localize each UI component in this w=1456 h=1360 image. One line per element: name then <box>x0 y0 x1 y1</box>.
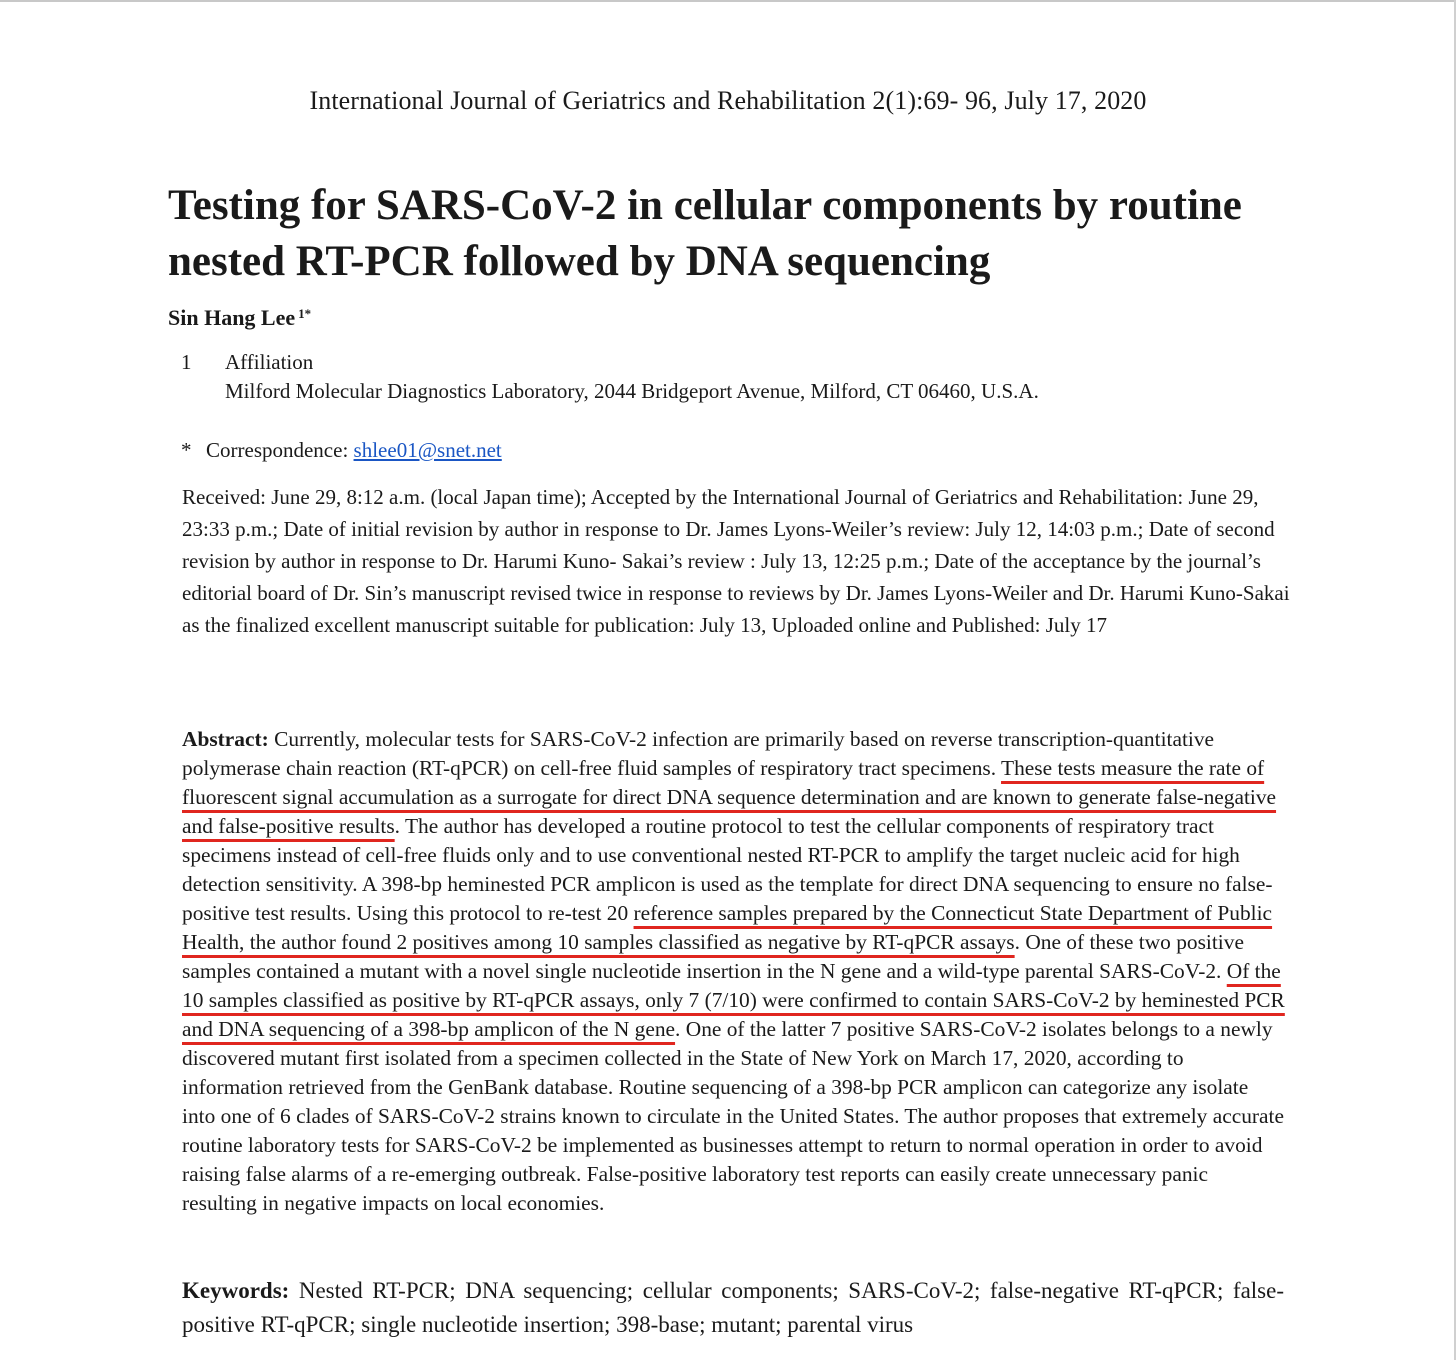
correspondence-asterisk: * <box>181 438 192 462</box>
keywords-text: Nested RT-PCR; DNA sequencing; cellular components; SARS-CoV-2; false-negative RT-qPCR; false-positive RT-qPCR; single nucleotide insertion; 398-base; mutant; parental virus <box>182 1278 1284 1337</box>
journal-citation: International Journal of Geriatrics and Rehabilitation 2(1):69- 96, July 17, 2020 <box>309 86 1147 115</box>
keywords-label: Keywords: <box>182 1278 290 1303</box>
abstract-text-4: . One of the latter 7 positive SARS-CoV-2 isolates belongs to a newly discovered mutant first isolated from a specimen collected in the State of New York on March 17, 2020, according to information retrieved from the GenBank database. Routine sequencing of a 398-bp PCR amplicon can categorize any isolate into one of 6 clades of SARS-CoV-2 strains known to circulate in the United States. The author proposes that extremely accurate routine laboratory tests for SARS-CoV-2 be implemented as businesses attempt to return to normal operation in order to avoid raising false alarms of a re-emerging outbreak. False-positive laboratory test reports can easily create unnecessary panic resulting in negative impacts on local economies. <box>182 1017 1284 1215</box>
abstract-text-1: Currently, molecular tests for SARS-CoV-2 infection are primarily based on reverse transcription-quantitative polymerase chain reaction (RT-qPCR) on cell-free fluid samples of respiratory tract specimens. <box>182 727 1215 780</box>
abstract-text-2: . The author has developed a routine protocol to test the cellular components of respiratory tract specimens instead of cell-free fluids only and to use conventional nested RT-PCR to amplify the target nucleic acid for high detection sensitivity. A 398-bp heminested PCR amplicon is used as the template for direct DNA sequencing to ensure no false-positive test results. Using this protocol to re-test 20 <box>182 814 1273 925</box>
keywords <box>182 1274 1284 1342</box>
author-line <box>168 305 311 331</box>
affiliation-label: Affiliation <box>225 350 314 374</box>
abstract <box>182 725 1286 1218</box>
abstract-label: Abstract: <box>182 727 269 751</box>
affiliation-number: 1 <box>181 350 192 374</box>
abstract-highlight-1: These tests measure the rate of fluorescent signal accumulation as a surrogate for direct DNA sequence determination and are known to generate false-negative and false-positive results <box>182 756 1277 838</box>
author-name: Sin Hang Lee <box>168 305 296 330</box>
affiliation-address: Milford Molecular Diagnostics Laboratory, 2044 Bridgeport Avenue, Milford, CT 06460, U.S.A. <box>225 379 1039 403</box>
publication-dates: Received: June 29, 8:12 a.m. (local Japan time); Accepted by the International Journal of Geriatrics and Rehabilitation: June 29, 23:33 p.m.; Date of initial revision by author in response to Dr. James Lyons-Weiler’s review: July 12, 14:03 p.m.; Date of second revision by author in response to Dr. Harumi Kuno- Sakai’s review : July 13, 12:25 p.m.; Date of the acceptance by the journal’s editorial board of Dr. Sin’s manuscript revised twice in response to reviews by Dr. James Lyons-Weiler and Dr. Harumi Kuno-Sakai as the finalized excellent manuscript suitable for publication: July 13, Uploaded online and Published: July 17 <box>182 485 1290 637</box>
correspondence-email-link[interactable]: shlee01@snet.net <box>353 438 502 462</box>
page-top-border <box>0 0 1456 2</box>
abstract-text-3: . One of these two positive samples contained a mutant with a novel single nucleotide insertion in the N gene and a wild-type parental SARS-CoV-2. <box>182 930 1244 983</box>
paper-title: Testing for SARS-CoV-2 in cellular components by routine nested RT-PCR followed by DNA sequencing <box>168 182 1242 285</box>
abstract-highlight-2: reference samples prepared by the Connecticut State Department of Public Health, the author found 2 positives among 10 samples classified as negative by RT-qPCR assays <box>182 901 1273 954</box>
correspondence-label: Correspondence: <box>206 438 354 462</box>
abstract-highlight-3: Of the 10 samples classified as positive by RT-qPCR assays, only 7 (7/10) were confirmed to contain SARS-CoV-2 by heminested PCR and DNA sequencing of a 398-bp amplicon of the N gene <box>182 959 1285 1041</box>
author-superscript: 1* <box>298 306 312 321</box>
correspondence-line <box>181 438 502 463</box>
